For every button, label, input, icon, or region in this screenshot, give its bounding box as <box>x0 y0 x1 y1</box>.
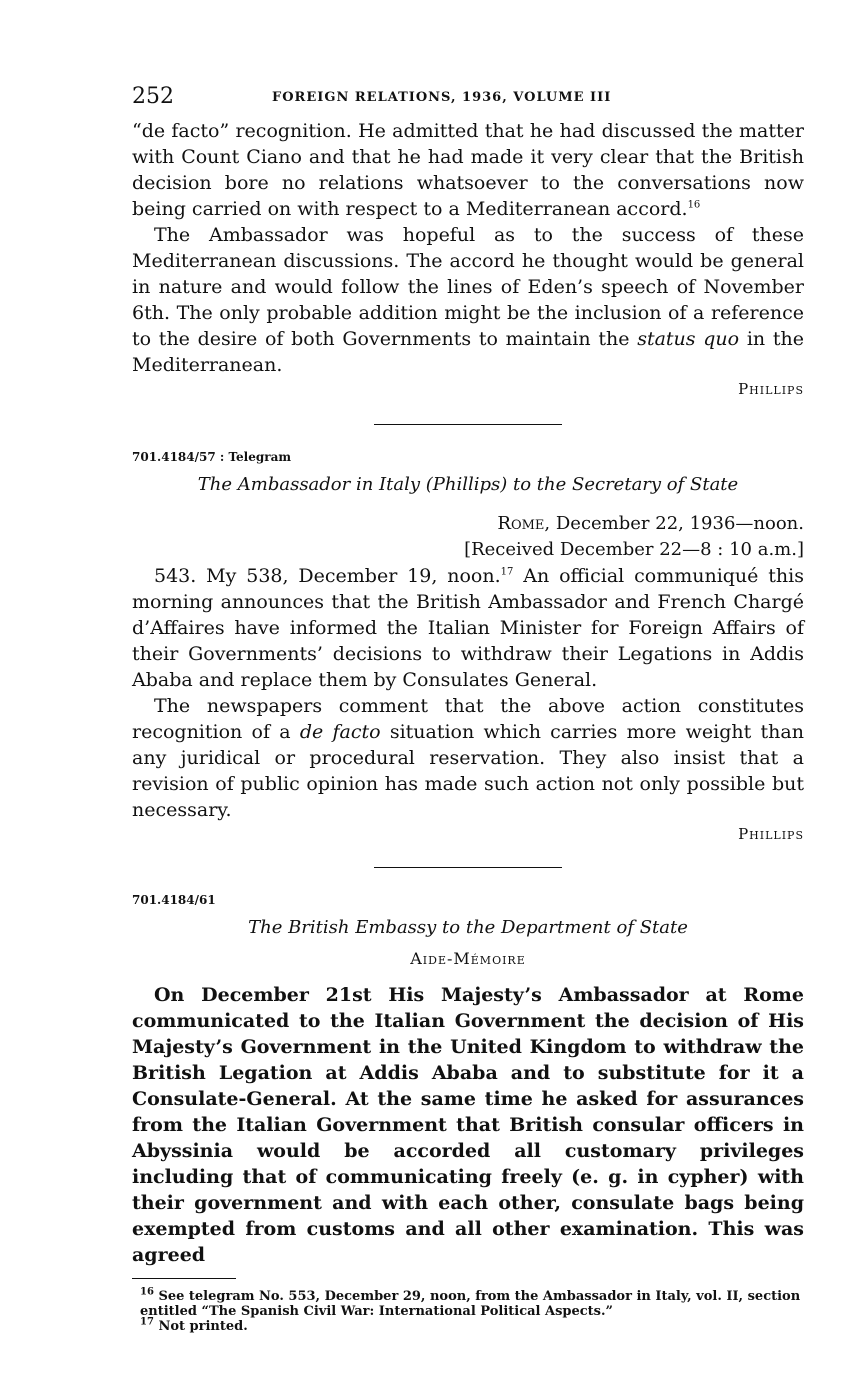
place-name: Rome <box>497 513 545 534</box>
paragraph-text: 543. My 538, December 19, noon. <box>154 565 501 587</box>
italic-de-facto: de facto <box>299 721 381 743</box>
paragraph-text: The newspapers comment that the above action constitutes recognition of a <box>132 695 804 743</box>
document-reference: 701.4184/61 <box>132 893 216 907</box>
section-continued-dispatch <box>132 118 804 400</box>
page-number: 252 <box>132 84 174 109</box>
running-title: FOREIGN RELATIONS, 1936, VOLUME III <box>272 90 612 105</box>
paragraph-text-end: situation which carries more weight than any juridical or procedural reservation. They also insist that a revision of public opinion has made such action not only possible but necessary. <box>132 721 804 821</box>
paragraph-text: The Ambassador was hopeful as to the success of these Mediterranean discussions. The accord he thought would be general in nature and would follow the lines of Eden’s speech of November 6th. The only probable addition might be the inclusion of a reference to the desire of both Governments to maintain the <box>132 224 804 350</box>
received-line: [Received December 22—8 : 10 a.m.] <box>464 539 804 560</box>
paragraph-newspapers <box>132 693 804 823</box>
page-header <box>132 84 804 118</box>
dateline <box>132 511 804 537</box>
paragraph-aide-memoire: On December 21st His Majesty’s Ambassador at Rome communicated to the Italian Government the decision of His Majesty’s Government in the United Kingdom to withdraw the British Legation at Addis Ababa and to substitute for it a Consulate-General. At the same time he asked for assurances from the Italian Government that British consular officers in Abyssinia would be accorded all customary privileges including that of communicating freely (e. g. in cypher) with their government and with each other, consulate bags being exempted from customs and all other examination. This was agreed <box>132 984 804 1266</box>
document-reference: 701.4184/57 : Telegram <box>132 450 292 464</box>
section-aide-memoire <box>132 892 804 1268</box>
footnote-ref-16: 16 <box>687 199 701 211</box>
document-subtitle: Aide-Mémoire <box>410 949 526 968</box>
document-title: The British Embassy to the Department of State <box>248 917 688 938</box>
footnotes <box>132 1286 804 1334</box>
footnote-ref-17: 17 <box>500 566 514 578</box>
italic-status-quo: status quo <box>637 328 740 350</box>
paragraph-text: “de facto” recognition. He admitted that he had discussed the matter with Count Ciano and that he had made it very clear that the British decision bore no relations whatsoever to the conversations now being carried on with respect to a Mediterranean accord. <box>132 120 804 220</box>
document-page <box>132 84 804 1334</box>
signature-phillips: Phillips <box>738 380 804 398</box>
paragraph-text-end: An official communiqué this morning announces that the British Ambassador and French Chargé d’Affaires have informed the Italian Minister for Foreign Affairs of their Governments’ decisions to withdraw their Legations in Addis Ababa and replace them by Consulates General. <box>132 565 804 691</box>
paragraph-mediterranean-discussions <box>132 222 804 378</box>
paragraph-de-facto-recognition <box>132 118 804 222</box>
footnote-text: See telegram No. 553, December 29, noon, from the Ambassador in Italy, vol. II, section entitled “The Spanish Civil War: International Political Aspects.” <box>140 1289 801 1319</box>
footnote-mark: 17 <box>140 1316 154 1328</box>
signature-phillips: Phillips <box>738 825 804 843</box>
footnote-17 <box>132 1316 804 1334</box>
footnote-text: Not printed. <box>153 1319 248 1334</box>
section-telegram-57 <box>132 449 804 845</box>
document-title: The Ambassador in Italy (Phillips) to the Secretary of State <box>197 474 739 495</box>
footnote-16 <box>132 1286 804 1319</box>
paragraph-text-end: in the Mediterranean. <box>132 328 804 376</box>
footnote-mark: 16 <box>140 1286 154 1298</box>
date-text: , December 22, 1936—noon. <box>544 513 804 534</box>
paragraph-communique <box>132 563 804 693</box>
